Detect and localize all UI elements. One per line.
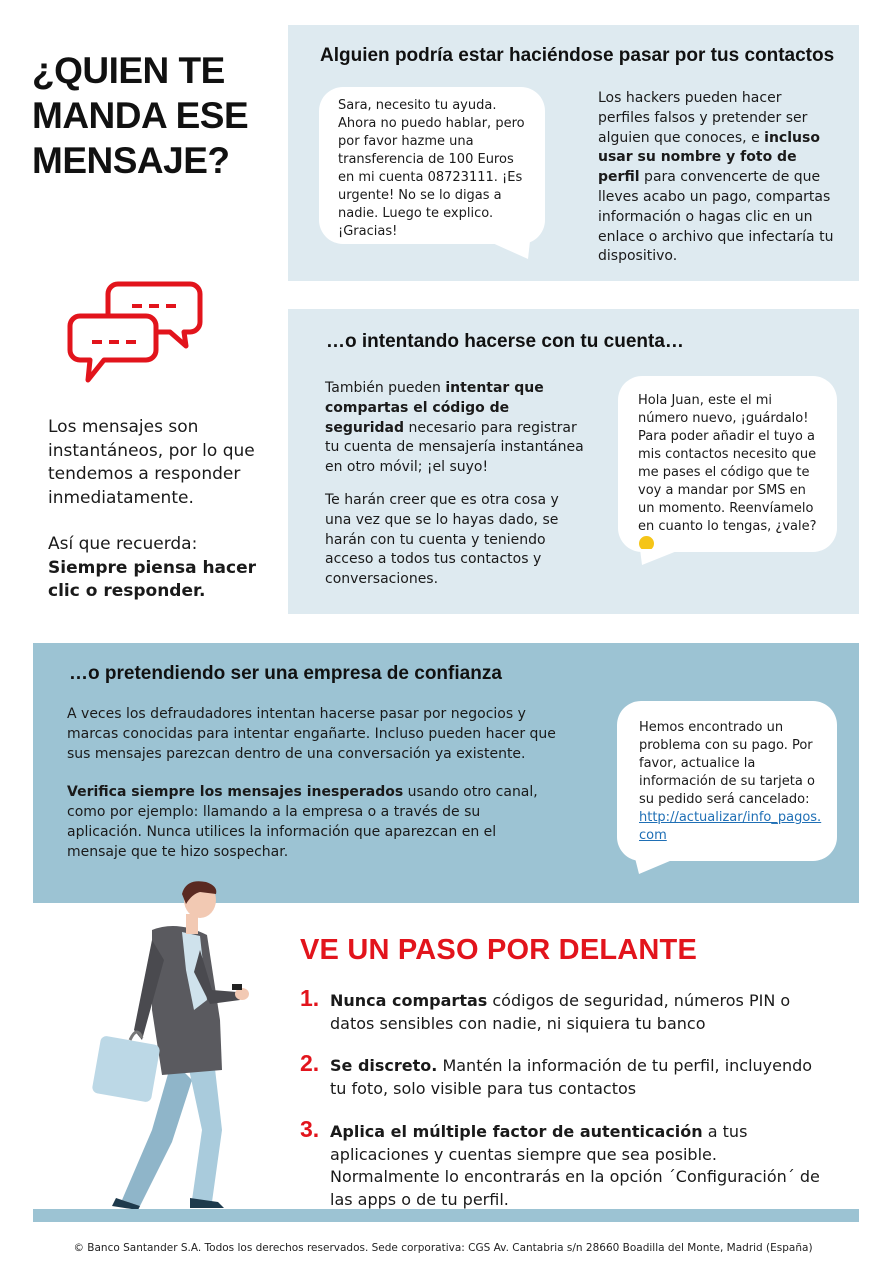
section-account-text: También pueden intentar que compartas el código de seguridad necesario para registrar tu cuenta de mensajería instantánea en otro móvil; ¡el suyo! Te harán creer que es otra cosa y una vez que se lo hayas dado, se harán con tu cuenta y teniendo acceso a todos tus contactos y conversaciones. (325, 380, 584, 588)
section-impersonation-text: Los hackers pueden hacer perfiles falsos y pretender ser alguien que conoces, e incluso usar su nombre y foto de perfil para convencerte de que lleves acabo un pago, compartas información o hagas clic en un enlace o archivo que infectaría tu dispositivo. (598, 90, 834, 265)
step-item: 1. Nunca compartas códigos de seguridad, números PIN o datos sensibles con nadie, ni siquiera tu banco (300, 985, 791, 1033)
left-reminder-para1: Los mensajes son instantáneos, por lo que tendemos a responder inmediatamente. (48, 417, 255, 508)
chat-bubbles-icon (66, 276, 206, 386)
step-number: 2. (300, 1050, 320, 1076)
step-item: 2. Se discreto. Mantén la información de tu perfil, incluyendo tu foto, solo visible para tus contactos (300, 1050, 813, 1098)
message-bubble-juan (618, 376, 837, 552)
message-bubble-sara (319, 87, 545, 244)
section-impersonation-heading: Alguien podría estar haciéndose pasar por tus contactos (320, 45, 835, 66)
footer-copyright: © Banco Santander S.A. Todos los derechos reservados. Sede corporativa: CGS Av. Cantabria s/n 28660 Boadilla del Monte, Madrid (España) (73, 1242, 813, 1254)
section-account-heading: …o intentando hacerse con tu cuenta… (326, 331, 684, 352)
bubble-tail-shape (636, 549, 686, 569)
man-walking-illustration (82, 880, 282, 1210)
message-bubble-juan-text: Hola Juan, este el mi número nuevo, ¡guárdalo! Para poder añadir el tuyo a mis contactos necesito que me pases el código que te voy a mandar por SMS en un momento. Reenvíamelo en cuanto lo tengas, ¿vale? (638, 393, 817, 534)
section-impersonation-panel (288, 25, 859, 281)
bubble-tail-shape (488, 241, 538, 261)
bubble-tail-shape (633, 858, 683, 878)
message-bubble-company-text: Hemos encontrado un problema con su pago. Por favor, actualice la información de su tarjeta o su pedido será cancelado: (639, 720, 815, 807)
step-number: 1. (300, 985, 320, 1011)
message-bubble-company (617, 701, 837, 861)
step-item: 3. Aplica el múltiple factor de autenticación a tus aplicaciones y cuentas siempre que sea posible. Normalmente lo encontrarás en la opción ´Configuración´ de las apps o de tu perfil. (300, 1116, 820, 1209)
footer-bar (33, 1209, 859, 1222)
section-company-heading: …o pretendiendo ser una empresa de confianza (69, 663, 502, 684)
step-number: 3. (300, 1116, 320, 1142)
left-reminder-para2: Así que recuerda: Siempre piensa hacer clic o responder. (48, 534, 257, 601)
message-bubble-sara-text: Sara, necesito tu ayuda. Ahora no puedo hablar, pero por favor hazme una transferencia de 100 Euros en mi cuenta 08723111. ¡Es urgente! No se lo digas a nadie. Luego te explico. ¡Gracias! (338, 98, 525, 239)
section-account-panel (288, 309, 859, 614)
section-company-panel (33, 643, 859, 903)
section-company-text: A veces los defraudadores intentan hacerse pasar por negocios y marcas conocidas para intentar engañarte. Incluso pueden hacer que sus mensajes parezcan dentro de una conversación ya existente. Verifica siempre los mensajes inesperados usando otro canal, como por ejemplo: llamando a la empresa o a través de su aplicación. Nunca utilices la información que aparezcan en el mensaje que te hizo sospechar. (67, 706, 556, 860)
left-reminder (48, 416, 278, 604)
steps-title: VE UN PASO POR DELANTE (300, 934, 698, 966)
page-title: ¿QUIEN TE MANDA ESE MENSAJE? (32, 50, 249, 181)
phishing-link[interactable]: http://actualizar/info_pagos.com (639, 810, 822, 843)
